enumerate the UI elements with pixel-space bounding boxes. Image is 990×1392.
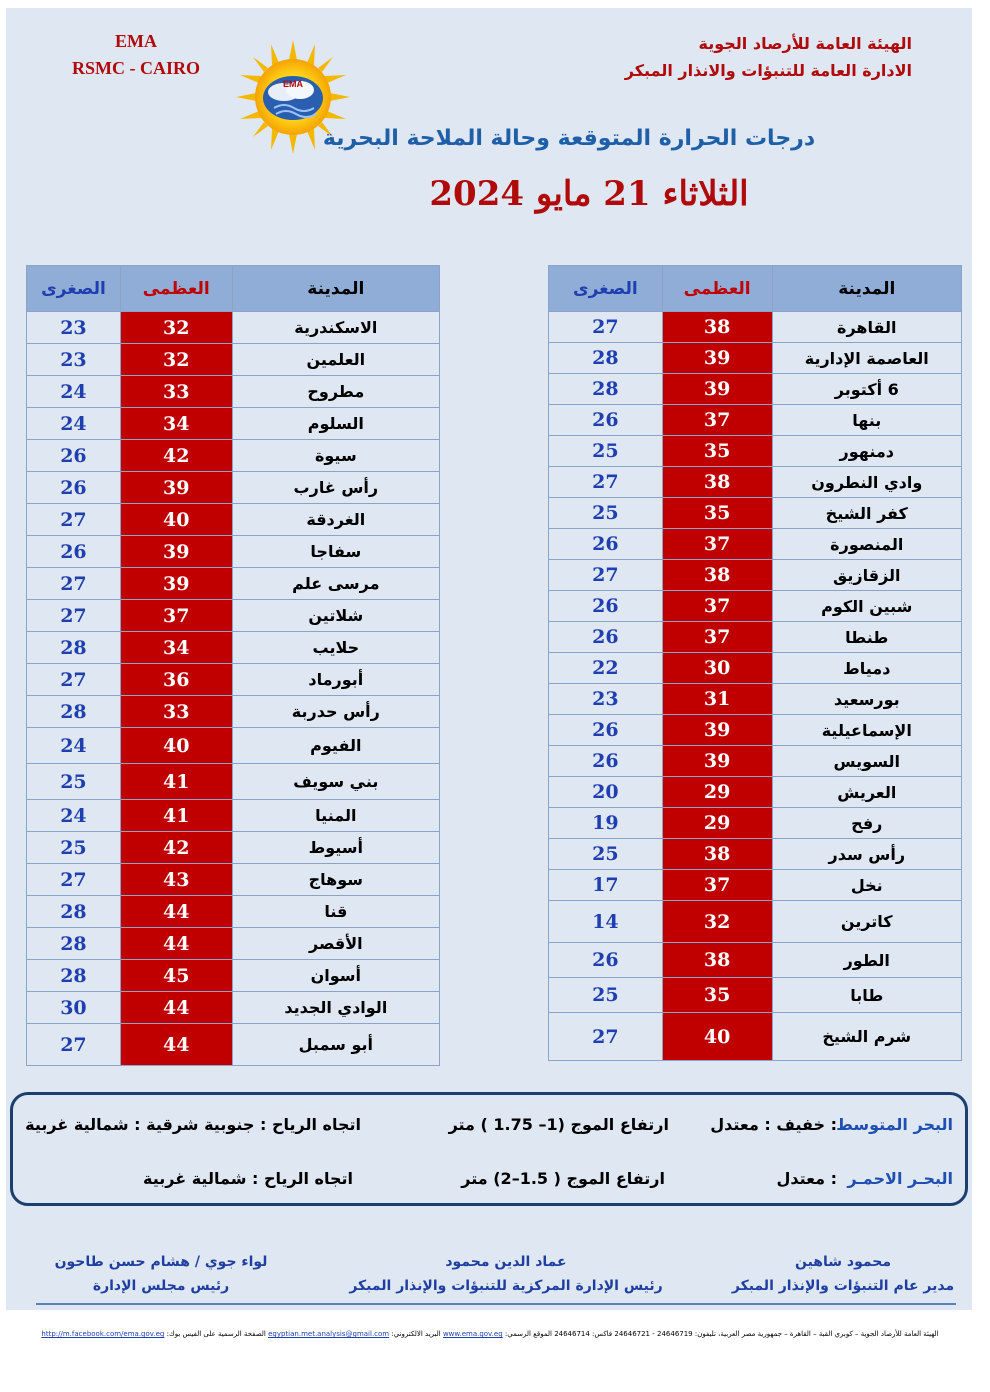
table-row <box>549 684 962 715</box>
table-row <box>27 472 440 504</box>
min-temp: 25 <box>27 832 121 864</box>
header-city: المدينة <box>232 266 439 312</box>
sea-conditions-box <box>10 1092 968 1206</box>
min-temp: 30 <box>27 992 121 1024</box>
city-name: نخل <box>772 870 961 901</box>
min-temp: 24 <box>27 376 121 408</box>
table-row <box>549 1013 962 1061</box>
signature-title: مدير عام التنبؤات والإنذار المبكر <box>731 1278 955 1294</box>
max-temp: 38 <box>662 312 772 343</box>
table-header-row <box>549 266 962 312</box>
table-row <box>549 436 962 467</box>
city-name: العريش <box>772 777 961 808</box>
min-temp: 27 <box>27 864 121 896</box>
city-name: بنها <box>772 405 961 436</box>
max-temp: 39 <box>662 343 772 374</box>
min-temp: 27 <box>27 568 121 600</box>
table-row <box>27 728 440 764</box>
table-row <box>27 600 440 632</box>
max-temp: 36 <box>120 664 232 696</box>
city-name: كاترين <box>772 901 961 943</box>
max-temp: 44 <box>120 1024 232 1066</box>
table-header-row <box>27 266 440 312</box>
red-sea-label: البحـر الاحمـر <box>847 1169 953 1188</box>
table-row <box>27 1024 440 1066</box>
city-name: السويس <box>772 746 961 777</box>
min-temp: 27 <box>549 467 663 498</box>
min-temp: 26 <box>27 440 121 472</box>
max-temp: 41 <box>120 764 232 800</box>
table-row <box>27 632 440 664</box>
city-name: رفح <box>772 808 961 839</box>
max-temp: 40 <box>120 728 232 764</box>
max-temp: 32 <box>120 312 232 344</box>
min-temp: 27 <box>27 504 121 536</box>
signature-chairman <box>46 1250 276 1298</box>
max-temp: 38 <box>662 943 772 978</box>
city-name: شلاتين <box>232 600 439 632</box>
table-row <box>549 560 962 591</box>
table-row <box>549 870 962 901</box>
min-temp: 26 <box>549 715 663 746</box>
table-row <box>549 839 962 870</box>
max-temp: 40 <box>120 504 232 536</box>
max-temp: 39 <box>120 472 232 504</box>
city-name: شبين الكوم <box>772 591 961 622</box>
divider <box>36 1303 956 1305</box>
min-temp: 26 <box>549 943 663 978</box>
city-name: سوهاج <box>232 864 439 896</box>
min-temp: 24 <box>27 728 121 764</box>
signature-title: رئيس الإدارة المركزية للتنبؤات والإنذار المبكر <box>349 1278 663 1294</box>
max-temp: 29 <box>662 808 772 839</box>
table-row <box>549 978 962 1013</box>
max-temp: 39 <box>662 374 772 405</box>
min-temp: 27 <box>27 664 121 696</box>
table-row <box>27 928 440 960</box>
rsmc-cairo: RSMC - CAIRO <box>72 58 200 78</box>
max-temp: 35 <box>662 978 772 1013</box>
min-temp: 28 <box>27 960 121 992</box>
table-row <box>27 960 440 992</box>
max-temp: 37 <box>662 622 772 653</box>
table-row <box>27 376 440 408</box>
min-temp: 26 <box>27 536 121 568</box>
max-temp: 44 <box>120 992 232 1024</box>
table-row <box>27 312 440 344</box>
min-temp: 20 <box>549 777 663 808</box>
table-row <box>549 901 962 943</box>
max-temp: 37 <box>662 870 772 901</box>
min-temp: 26 <box>549 405 663 436</box>
footer-email-label: البريد الالكتروني: <box>391 1330 441 1338</box>
city-name: طنطا <box>772 622 961 653</box>
city-name: طابا <box>772 978 961 1013</box>
table-row <box>27 504 440 536</box>
city-name: كفر الشيخ <box>772 498 961 529</box>
org-line-2: الادارة العامة للتنبؤات والانذار المبكر <box>624 61 912 80</box>
min-temp: 23 <box>549 684 663 715</box>
city-name: الزقازيق <box>772 560 961 591</box>
min-temp: 25 <box>549 839 663 870</box>
table-row <box>27 896 440 928</box>
table-row <box>27 800 440 832</box>
signature-forecast-director <box>728 1250 958 1298</box>
signature-name: لواء جوي / هشام حسن طاحون <box>54 1254 268 1270</box>
min-temp: 26 <box>27 472 121 504</box>
max-temp: 32 <box>662 901 772 943</box>
med-sea-wind: اتجاه الرياح : جنوبية شرقية : شمالية غربية <box>25 1115 361 1134</box>
min-temp: 14 <box>549 901 663 943</box>
signature-title: رئيس مجلس الإدارة <box>92 1278 230 1294</box>
city-name: القاهرة <box>772 312 961 343</box>
max-temp: 39 <box>662 715 772 746</box>
min-temp: 28 <box>549 374 663 405</box>
table-row <box>549 715 962 746</box>
footer-contact <box>40 1330 940 1338</box>
red-sea-wind: اتجاه الرياح : شمالية غربية <box>143 1169 353 1188</box>
max-temp: 38 <box>662 839 772 870</box>
city-name: دمياط <box>772 653 961 684</box>
min-temp: 27 <box>549 1013 663 1061</box>
max-temp: 39 <box>662 746 772 777</box>
city-name: الاسكندرية <box>232 312 439 344</box>
table-row <box>549 591 962 622</box>
city-name: الغردقة <box>232 504 439 536</box>
min-temp: 27 <box>27 1024 121 1066</box>
min-temp: 26 <box>549 746 663 777</box>
city-name: بورسعيد <box>772 684 961 715</box>
max-temp: 38 <box>662 560 772 591</box>
signature-name: محمود شاهين <box>794 1254 892 1270</box>
temperature-table-left <box>26 265 440 1066</box>
city-name: قنا <box>232 896 439 928</box>
city-name: أبو سمبل <box>232 1024 439 1066</box>
city-name: 6 أكتوبر <box>772 374 961 405</box>
city-name: الأقصر <box>232 928 439 960</box>
city-name: سيوة <box>232 440 439 472</box>
table-row <box>549 653 962 684</box>
red-sea-waves: ارتفاع الموج ( 1.5–2) متر <box>461 1169 665 1188</box>
footer-email-link[interactable]: egyptian.met.analysis@gmail.com <box>268 1330 390 1338</box>
temperature-table-right <box>548 265 962 1061</box>
city-name: العلمين <box>232 344 439 376</box>
bulletin-date: الثلاثاء 21 مايو 2024 <box>429 174 749 214</box>
org-name <box>625 30 912 84</box>
max-temp: 33 <box>120 376 232 408</box>
city-name: العاصمة الإدارية <box>772 343 961 374</box>
city-name: رأس غارب <box>232 472 439 504</box>
med-sea-state: : خفيف : معتدل <box>710 1115 837 1134</box>
table-row <box>27 536 440 568</box>
table-row <box>27 864 440 896</box>
table-row <box>27 664 440 696</box>
max-temp: 39 <box>120 568 232 600</box>
med-sea-label: البحر المتوسط <box>836 1115 953 1134</box>
ema-abbrev: EMA <box>115 31 157 51</box>
city-name: رأس سدر <box>772 839 961 870</box>
min-temp: 24 <box>27 800 121 832</box>
table-row <box>27 696 440 728</box>
city-name: المنيا <box>232 800 439 832</box>
table-row <box>27 568 440 600</box>
max-temp: 43 <box>120 864 232 896</box>
city-name: مطروح <box>232 376 439 408</box>
city-name: المنصورة <box>772 529 961 560</box>
org-line-1: الهيئة العامة للأرصاد الجوية <box>698 34 912 53</box>
city-name: سفاجا <box>232 536 439 568</box>
table-row <box>549 777 962 808</box>
red-sea-state: : معتدل <box>776 1169 837 1188</box>
min-temp: 28 <box>549 343 663 374</box>
min-temp: 26 <box>549 529 663 560</box>
max-temp: 45 <box>120 960 232 992</box>
table-row <box>549 467 962 498</box>
footer-address: الهيئة العامة للأرصاد الجوية – كوبري القبة – القاهرة – جمهورية مصر العربية، تليفون: 24646719 - 24646721 فاكس: 24646714 الموقع الرسمي: <box>504 1330 939 1338</box>
bulletin-title: درجات الحرارة المتوقعة وحالة الملاحة البحرية <box>322 126 816 151</box>
table-row <box>549 943 962 978</box>
min-temp: 23 <box>27 344 121 376</box>
min-temp: 25 <box>27 764 121 800</box>
table-row <box>27 440 440 472</box>
city-name: الطور <box>772 943 961 978</box>
max-temp: 34 <box>120 632 232 664</box>
min-temp: 26 <box>549 591 663 622</box>
footer-fb-label: الصفحة الرسمية على الفيس بوك: <box>166 1330 266 1338</box>
table-row <box>549 808 962 839</box>
max-temp: 39 <box>120 536 232 568</box>
city-name: أسيوط <box>232 832 439 864</box>
signature-central-admin <box>346 1250 666 1298</box>
max-temp: 31 <box>662 684 772 715</box>
min-temp: 28 <box>27 696 121 728</box>
table-row <box>549 746 962 777</box>
table-row <box>27 344 440 376</box>
city-name: السلوم <box>232 408 439 440</box>
max-temp: 33 <box>120 696 232 728</box>
table-row <box>27 764 440 800</box>
min-temp: 17 <box>549 870 663 901</box>
city-name: دمنهور <box>772 436 961 467</box>
header-min: الصغرى <box>27 266 121 312</box>
table-row <box>549 529 962 560</box>
max-temp: 44 <box>120 928 232 960</box>
min-temp: 27 <box>549 312 663 343</box>
city-name: الإسماعيلية <box>772 715 961 746</box>
max-temp: 42 <box>120 832 232 864</box>
max-temp: 44 <box>120 896 232 928</box>
header-city: المدينة <box>772 266 961 312</box>
city-name: أبورماد <box>232 664 439 696</box>
city-name: أسوان <box>232 960 439 992</box>
max-temp: 34 <box>120 408 232 440</box>
max-temp: 41 <box>120 800 232 832</box>
header-min: الصغرى <box>549 266 663 312</box>
max-temp: 42 <box>120 440 232 472</box>
min-temp: 26 <box>549 622 663 653</box>
bulletin-page <box>6 8 972 1310</box>
table-row <box>549 405 962 436</box>
city-name: بني سويف <box>232 764 439 800</box>
min-temp: 28 <box>27 896 121 928</box>
city-name: رأس حدربة <box>232 696 439 728</box>
max-temp: 37 <box>120 600 232 632</box>
table-row <box>27 408 440 440</box>
city-name: حلايب <box>232 632 439 664</box>
table-row <box>27 832 440 864</box>
min-temp: 27 <box>549 560 663 591</box>
header-max: العظمى <box>662 266 772 312</box>
max-temp: 37 <box>662 529 772 560</box>
city-name: وادي النطرون <box>772 467 961 498</box>
min-temp: 28 <box>27 632 121 664</box>
table-row <box>549 343 962 374</box>
max-temp: 32 <box>120 344 232 376</box>
table-row <box>549 374 962 405</box>
table-row <box>549 312 962 343</box>
table-row <box>27 992 440 1024</box>
svg-text:EMA: EMA <box>283 79 303 89</box>
footer-website-link[interactable]: www.ema.gov.eg <box>442 1330 503 1338</box>
max-temp: 30 <box>662 653 772 684</box>
city-name: الوادي الجديد <box>232 992 439 1024</box>
min-temp: 19 <box>549 808 663 839</box>
ema-label <box>26 28 246 82</box>
min-temp: 23 <box>27 312 121 344</box>
min-temp: 24 <box>27 408 121 440</box>
signature-name: عماد الدين محمود <box>445 1254 567 1270</box>
max-temp: 38 <box>662 467 772 498</box>
max-temp: 37 <box>662 405 772 436</box>
max-temp: 35 <box>662 498 772 529</box>
city-name: مرسى علم <box>232 568 439 600</box>
min-temp: 22 <box>549 653 663 684</box>
min-temp: 27 <box>27 600 121 632</box>
header-max: العظمى <box>120 266 232 312</box>
max-temp: 37 <box>662 591 772 622</box>
max-temp: 35 <box>662 436 772 467</box>
city-name: الفيوم <box>232 728 439 764</box>
table-row <box>549 622 962 653</box>
city-name: شرم الشيخ <box>772 1013 961 1061</box>
max-temp: 29 <box>662 777 772 808</box>
table-row <box>549 498 962 529</box>
footer-facebook-link[interactable]: http://m.facebook.com/ema.gov.eg <box>41 1330 165 1338</box>
min-temp: 25 <box>549 978 663 1013</box>
min-temp: 25 <box>549 436 663 467</box>
med-sea-waves: ارتفاع الموج (1– 1.75 ) متر <box>448 1115 669 1134</box>
min-temp: 28 <box>27 928 121 960</box>
min-temp: 25 <box>549 498 663 529</box>
max-temp: 40 <box>662 1013 772 1061</box>
